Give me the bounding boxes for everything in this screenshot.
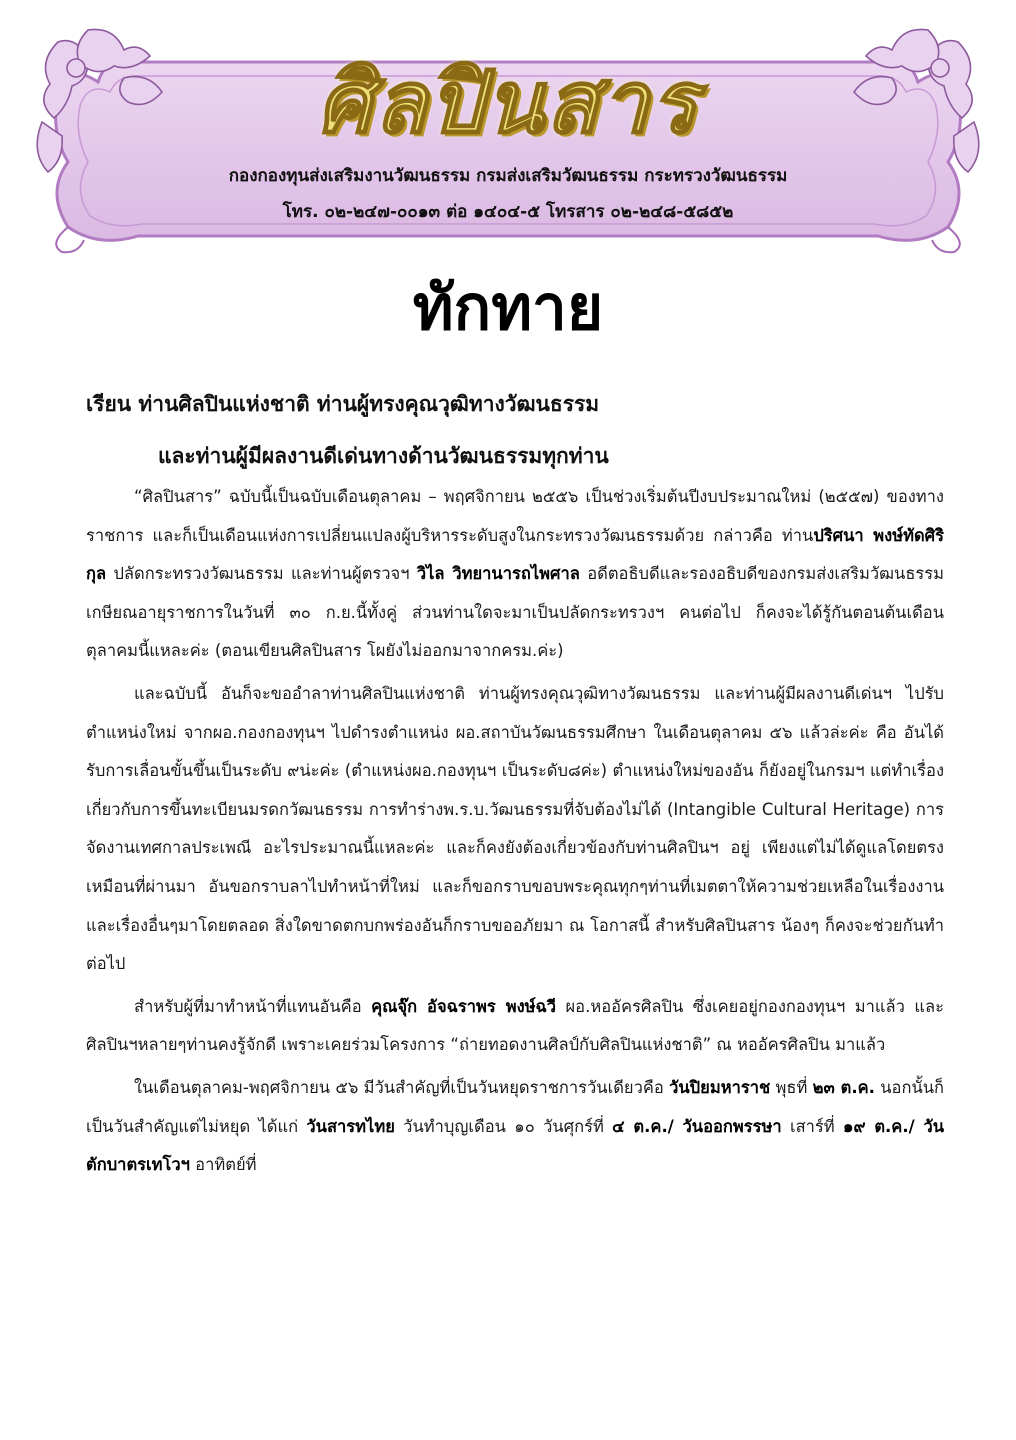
p3-name: คุณจุ๊ก อัจฉราพร พงษ์ฉวี: [371, 996, 557, 1016]
salutation: [86, 378, 946, 482]
p1-text-c: ปลัดกระทรวงวัฒนธรรม และท่านผู้ตรวจฯ: [106, 564, 417, 584]
masthead-contact: โทร. ๐๒-๒๔๗-๐๐๑๓ ต่อ ๑๔๐๔-๕ โทรสาร ๐๒-๒๔๘-๕๘๕๒: [282, 202, 734, 222]
paragraph-1: [86, 478, 944, 671]
p4-bold-b: วันปิยมหาราช: [669, 1077, 771, 1097]
p3-text-a: สำหรับผู้ที่มาทำหน้าที่แทนอันคือ: [134, 996, 372, 1016]
salutation-line-1: เรียน ท่านศิลปินแห่งชาติ ท่านผู้ทรงคุณวุฒิทางวัฒนธรรม: [86, 392, 600, 416]
paragraph-4: [86, 1069, 944, 1185]
p1-name-1: ปริศนา พงษ์ทัดศิริกุล: [86, 525, 944, 584]
masthead-banner: [28, 22, 988, 254]
paragraph-3: [86, 988, 944, 1065]
salutation-line-2: และท่านผู้มีผลงานดีเด่นทางด้านวัฒนธรรมทุกท่าน: [158, 444, 609, 468]
p3-text-c: ผอ.หออัครศิลปิน ซึ่งเคยอยู่กองกองทุนฯ มาแล้ว และศิลปินฯหลายๆท่านคงรู้จักดี เพราะเคยร่วมโครงการ “ถ่ายทอดงานศิลป์กับศิลปินแห่งชาติ” ณ หออัครศิลปิน มาแล้ว: [86, 996, 944, 1055]
p4-text-a: ในเดือนตุลาคม-พฤศจิกายน ๕๖ มีวันสำคัญที่เป็นวันหยุดราชการวันเดียวคือ: [134, 1077, 670, 1097]
masthead-title: ศิลปินสาร: [317, 52, 699, 153]
p4-text-c: พุธที่: [770, 1077, 813, 1097]
p4-bold-f: วันสารทไทย: [306, 1116, 395, 1136]
paragraph-2: และฉบับนี้ อันก็จะขออำลาท่านศิลปินแห่งชาติ ท่านผู้ทรงคุณวุฒิทางวัฒนธรรม และท่านผู้มีผลงานดีเด่นฯ ไปรับตำแหน่งใหม่ จากผอ.กองกองทุนฯ ไปดำรงตำแหน่ง ผอ.สถาบันวัฒนธรรมศึกษา ในเดือนตุลาคม ๕๖ แล้วล่ะค่ะ คือ อันได้รับการเลื่อนขั้นขึ้นเป็นระดับ ๙น่ะค่ะ (ตำแหน่งผอ.กองทุนฯ เป็นระดับ๘ค่ะ) ตำแหน่งใหม่ของอัน ก็ยังอยู่ในกรมฯ แต่ทำเรื่องเกี่ยวกับการขึ้นทะเบียนมรดกวัฒนธรรม การทำร่างพ.ร.บ.วัฒนธรรมที่จับต้องไม่ได้ (Intangible Cultural Heritage) การจัดงานเทศกาลประเพณี อะไรประมาณนี้แหละค่ะ และก็คงยังต้องเกี่ยวข้องกับท่านศิลปินฯ อยู่ เพียงแต่ไม่ได้ดูแลโดยตรงเหมือนที่ผ่านมา อันขอกราบลาไปทำหน้าที่ใหม่ และก็ขอกราบขอบพระคุณทุกๆท่านที่เมตตาให้ความช่วยเหลือในเรื่องงานและเรื่องอื่นๆมาโดยตลอด สิ่งใดขาดตกบกพร่องอันก็กราบขออภัยมา ณ โอกาสนี้ สำหรับศิลปินสาร น้องๆ ก็คงจะช่วยกันทำต่อไป: [86, 683, 944, 974]
p4-text-e: นอกนั้นก็เป็นวันสำคัญแต่ไม่หยุด ได้แก่: [86, 1077, 944, 1136]
p4-text-i: เสาร์ที่: [781, 1116, 843, 1136]
p1-name-2: วิไล วิทยานารถไพศาล: [416, 564, 580, 584]
p4-text-g: วันทำบุญเดือน ๑๐ วันศุกร์ที่: [394, 1116, 613, 1136]
p4-bold-h: ๔ ต.ค./ วันออกพรรษา: [612, 1116, 782, 1136]
p4-bold-d: ๒๓ ต.ค.: [812, 1077, 875, 1097]
p4-text-k: อาทิตย์ที่: [189, 1155, 257, 1175]
p1-text-e: อดีตอธิบดีและรองอธิบดีของกรมส่งเสริมวัฒนธรรม เกษียณอายุราชการในวันที่ ๓๐ ก.ย.นี้ทั้งคู่ ส่วนท่านใดจะมาเป็นปลัดกระทรวงฯ คนต่อไป ก็คงจะได้รู้กันตอนต้นเดือนตุลาคมนี้แหละค่ะ (ตอนเขียนศิลปินสาร โผยังไม่ออกมาจากครม.ค่ะ): [86, 564, 944, 661]
letter-body: [86, 478, 944, 1189]
page-heading: ทักทาย: [412, 271, 604, 344]
p1-text-a: “ศิลปินสาร” ฉบับนี้เป็นฉบับเดือนตุลาคม – พฤศจิกายน ๒๕๕๖ เป็นช่วงเริ่มต้นปีงบประมาณใหม่ (๒๕๕๗) ของทางราชการ และก็เป็นเดือนแห่งการเปลี่ยนแปลงผู้บริหารระดับสูงในกระทรวงวัฒนธรรมด้วย กล่าวคือ ท่าน: [86, 487, 944, 545]
masthead-organization: กองกองทุนส่งเสริมงานวัฒนธรรม กรมส่งเสริมวัฒนธรรม กระทรวงวัฒนธรรม: [228, 166, 788, 186]
p4-bold-j: ๑๙ ต.ค./ วันตักบาตรเทโวฯ: [86, 1116, 944, 1175]
